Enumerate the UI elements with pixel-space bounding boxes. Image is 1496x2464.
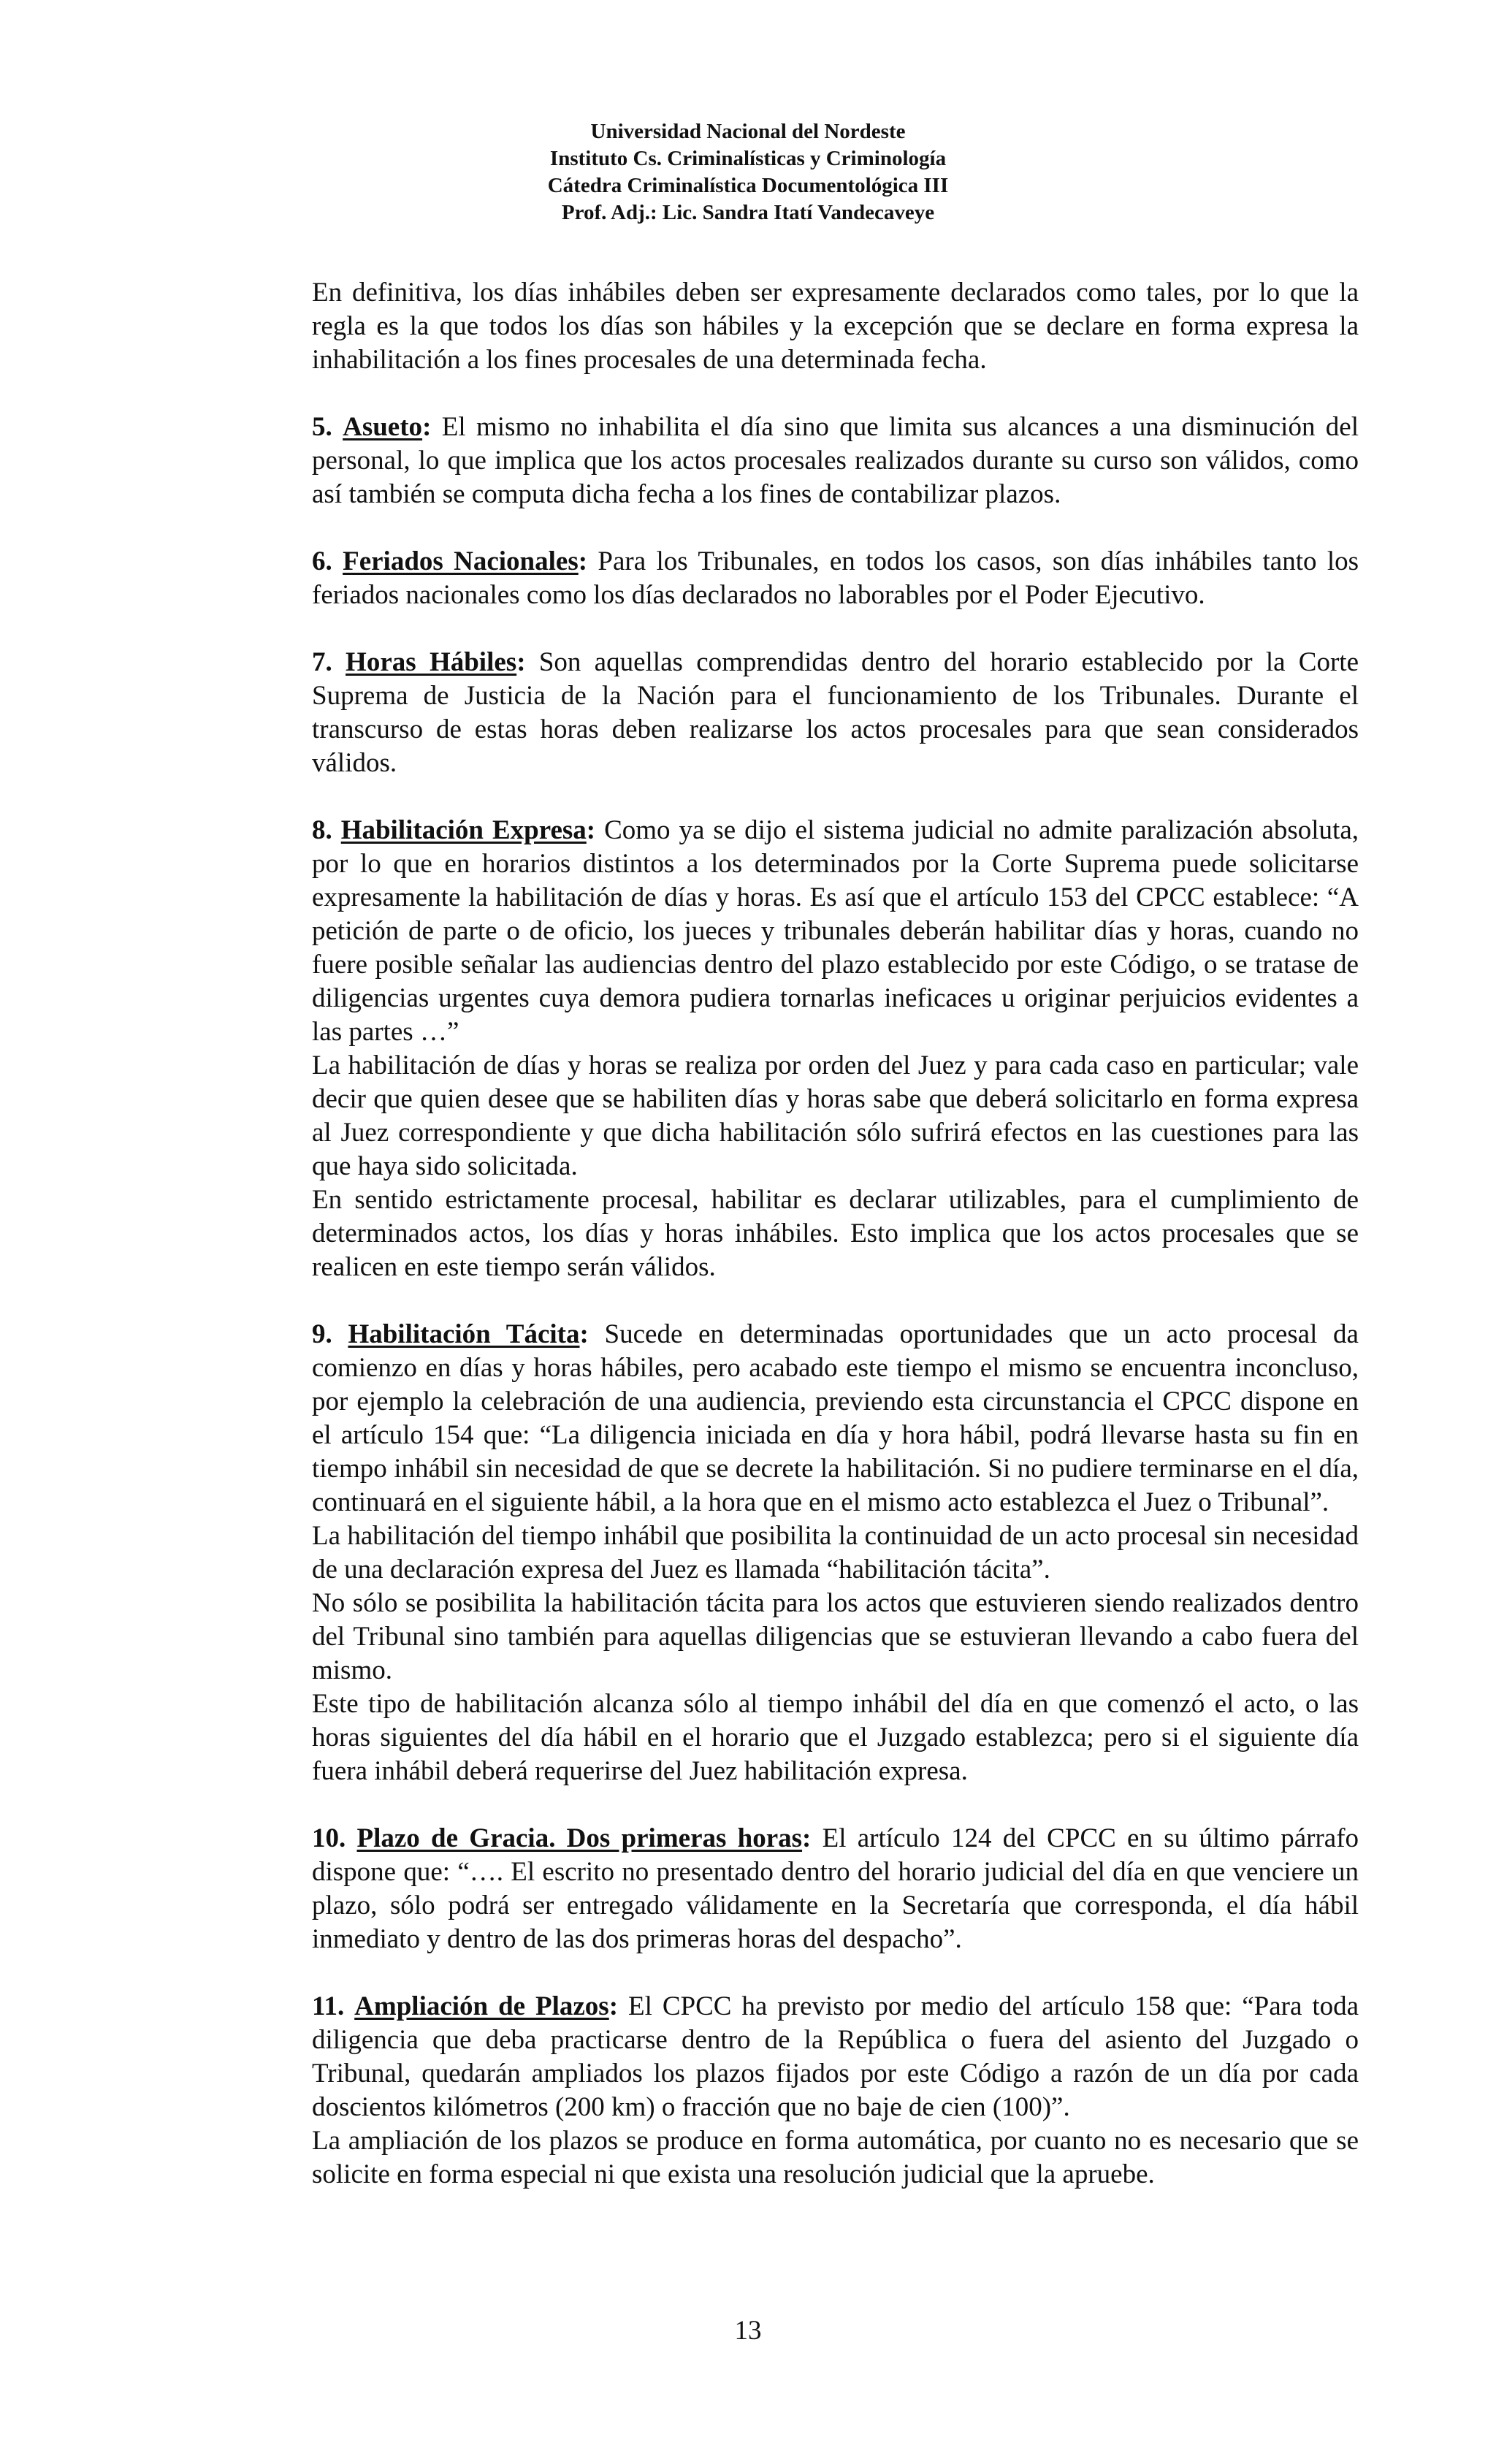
section-number: 7.	[312, 647, 332, 677]
section-habilitacion-expresa	[312, 814, 1359, 1284]
header-institute: Instituto Cs. Criminalísticas y Criminología	[549, 147, 947, 170]
section-text: El mismo no inhabilita el día sino que limita sus alcances a una disminución del personal, lo que implica que los actos procesales realizados durante su curso son válidos, como así también se computa dicha fecha a los fines de contabilizar plazos.	[312, 412, 1359, 509]
section-paragraph: 9. Habilitación Tácita: Sucede en determinadas oportunidades que un acto procesal da comienzo en días y horas hábiles, pero acabado este tiempo el mismo se encuentra inconcluso, por ejemplo la celebración de una audiencia, previendo esta circunstancia el CPCC dispone en el artículo 154 que: “La diligencia iniciada en día y hora hábil, podrá llevarse hasta su fin en tiempo inhábil sin necesidad de que se decrete la habilitación. Si no pudiere terminarse en el día, continuará en el siguiente hábil, a la hora que en el mismo acto establezca el Juez o Tribunal”.	[312, 1319, 1359, 1517]
section-ampliacion-de-plazos	[312, 1990, 1359, 2192]
page-number: 13	[734, 2316, 762, 2346]
section-text: Para los Tribunales, en todos los casos, son días inhábiles tanto los feriados nacionales como los días declarados no laborables por el Poder Ejecutivo.	[312, 546, 1359, 610]
section-text: El CPCC ha previsto por medio del artículo 158 que: “Para toda diligencia que deba practicarse dentro de la República o fuera del asiento del Juzgado o Tribunal, quedarán ampliados los plazos fijados por este Código a razón de un día por cada doscientos kilómetros (200 km) o fracción que no baje de cien (100)”.	[312, 1991, 1359, 2122]
section-asueto	[312, 411, 1359, 511]
section-title: Habilitación Expresa	[340, 815, 587, 845]
section-title: Plazo de Gracia. Dos primeras horas	[356, 1823, 803, 1853]
document-body	[312, 276, 1359, 2192]
section-paragraph: En sentido estrictamente procesal, habilitar es declarar utilizables, para el cumplimiento de determinados actos, los días y horas inhábiles. Esto implica que los actos procesales que se realicen en este tiempo serán válidos.	[312, 1185, 1359, 1282]
section-number: 10.	[312, 1823, 346, 1853]
header-university: Universidad Nacional del Nordeste	[590, 120, 906, 143]
section-paragraph: 6. Feriados Nacionales: Para los Tribunales, en todos los casos, son días inhábiles tanto los feriados nacionales como los días declarados no laborables por el Poder Ejecutivo.	[312, 546, 1359, 610]
section-text: El artículo 124 del CPCC en su último párrafo dispone que: “…. El escrito no presentado dentro del horario judicial del día en que venciere un plazo, sólo podrá ser entregado válidamente en la Secretaría que corresponda, el día hábil inmediato y dentro de las dos primeras horas del despacho”.	[312, 1823, 1359, 1954]
section-title: Feriados Nacionales	[343, 546, 579, 576]
header-professor: Prof. Adj.: Lic. Sandra Itatí Vandecaveye	[561, 201, 935, 224]
section-number: 8.	[312, 815, 332, 845]
section-paragraph: Este tipo de habilitación alcanza sólo al tiempo inhábil del día en que comenzó el acto, o las horas siguientes del día hábil en el horario que el Juzgado establezca; pero si el siguiente día fuera inhábil deberá requerirse del Juez habilitación expresa.	[312, 1689, 1359, 1786]
section-title: Horas Hábiles	[346, 647, 517, 677]
section-plazo-de-gracia	[312, 1822, 1359, 1956]
section-text: Como ya se dijo el sistema judicial no admite paralización absoluta, por lo que en horarios distintos a los determinados por la Corte Suprema puede solicitarse expresamente la habilitación de días y horas. Es así que el artículo 153 del CPCC establece: “A petición de parte o de oficio, los jueces y tribunales deberán habilitar días y horas, cuando no fuere posible señalar las audiencias dentro del plazo establecido por este Código, o se tratase de diligencias urgentes cuya demora pudiera tornarlas ineficaces u originar perjuicios evidentes a las partes …”	[312, 815, 1359, 1047]
section-paragraph: 8. Habilitación Expresa: Como ya se dijo el sistema judicial no admite paralización absoluta, por lo que en horarios distintos a los determinados por la Corte Suprema puede solicitarse expresamente la habilitación de días y horas. Es así que el artículo 153 del CPCC establece: “A petición de parte o de oficio, los jueces y tribunales deberán habilitar días y horas, cuando no fuere posible señalar las audiencias dentro del plazo establecido por este Código, o se tratase de diligencias urgentes cuya demora pudiera tornarlas ineficaces u originar perjuicios evidentes a las partes …”	[312, 815, 1359, 1047]
section-habilitacion-tacita	[312, 1318, 1359, 1788]
intro-paragraph: En definitiva, los días inhábiles deben ser expresamente declarados como tales, por lo que la regla es la que todos los días son hábiles y la excepción que se declare en forma expresa la inhabilitación a los fines procesales de una determinada fecha.	[312, 278, 1359, 375]
header-chair: Cátedra Criminalística Documentológica III	[547, 174, 949, 197]
section-paragraph: 7. Horas Hábiles: Son aquellas comprendidas dentro del horario establecido por la Corte Suprema de Justicia de la Nación para el funcionamiento de los Tribunales. Durante el transcurso de estas horas deben realizarse los actos procesales para que sean considerados válidos.	[312, 647, 1359, 778]
section-title: Ampliación de Plazos	[354, 1991, 609, 2021]
section-horas-habiles	[312, 646, 1359, 780]
section-number: 9.	[312, 1319, 332, 1349]
document-header	[0, 118, 1496, 226]
section-number: 5.	[312, 412, 332, 442]
section-number: 11.	[312, 1991, 345, 2021]
section-feriados-nacionales	[312, 545, 1359, 612]
section-text: Sucede en determinadas oportunidades que un acto procesal da comienzo en días y horas hábiles, pero acabado este tiempo el mismo se encuentra inconcluso, por ejemplo la celebración de una audiencia, previendo esta circunstancia el CPCC dispone en el artículo 154 que: “La diligencia iniciada en día y hora hábil, podrá llevarse hasta su fin en tiempo inhábil sin necesidad de que se decrete la habilitación. Si no pudiere terminarse en el día, continuará en el siguiente hábil, a la hora que en el mismo acto establezca el Juez o Tribunal”.	[312, 1319, 1359, 1517]
section-title: Asueto	[343, 412, 423, 442]
section-text: Son aquellas comprendidas dentro del horario establecido por la Corte Suprema de Justicia de la Nación para el funcionamiento de los Tribunales. Durante el transcurso de estas horas deben realizarse los actos procesales para que sean considerados válidos.	[312, 647, 1359, 778]
section-paragraph: 10. Plazo de Gracia. Dos primeras horas: El artículo 124 del CPCC en su último párrafo dispone que: “…. El escrito no presentado dentro del horario judicial del día en que venciere un plazo, sólo podrá ser entregado válidamente en la Secretaría que corresponda, el día hábil inmediato y dentro de las dos primeras horas del despacho”.	[312, 1823, 1359, 1954]
section-paragraph: La habilitación del tiempo inhábil que posibilita la continuidad de un acto procesal sin necesidad de una declaración expresa del Juez es llamada “habilitación tácita”.	[312, 1521, 1359, 1584]
section-paragraph: La habilitación de días y horas se realiza por orden del Juez y para cada caso en particular; vale decir que quien desee que se habiliten días y horas sabe que deberá solicitarlo en forma expresa al Juez correspondiente y que dicha habilitación sólo sufrirá efectos en las cuestiones para las que haya sido solicitada.	[312, 1050, 1359, 1181]
section-title: Habilitación Tácita	[348, 1319, 580, 1349]
section-paragraph: 11. Ampliación de Plazos: El CPCC ha previsto por medio del artículo 158 que: “Para toda diligencia que deba practicarse dentro de la República o fuera del asiento del Juzgado o Tribunal, quedarán ampliados los plazos fijados por este Código a razón de un día por cada doscientos kilómetros (200 km) o fracción que no baje de cien (100)”.	[312, 1991, 1359, 2122]
section-number: 6.	[312, 546, 332, 576]
section-paragraph: 5. Asueto: El mismo no inhabilita el día sino que limita sus alcances a una disminución del personal, lo que implica que los actos procesales realizados durante su curso son válidos, como así también se computa dicha fecha a los fines de contabilizar plazos.	[312, 412, 1359, 509]
section-paragraph: La ampliación de los plazos se produce en forma automática, por cuanto no es necesario que se solicite en forma especial ni que exista una resolución judicial que la apruebe.	[312, 2126, 1359, 2189]
section-paragraph: No sólo se posibilita la habilitación tácita para los actos que estuvieren siendo realizados dentro del Tribunal sino también para aquellas diligencias que se estuvieran llevando a cabo fuera del mismo.	[312, 1588, 1359, 1685]
